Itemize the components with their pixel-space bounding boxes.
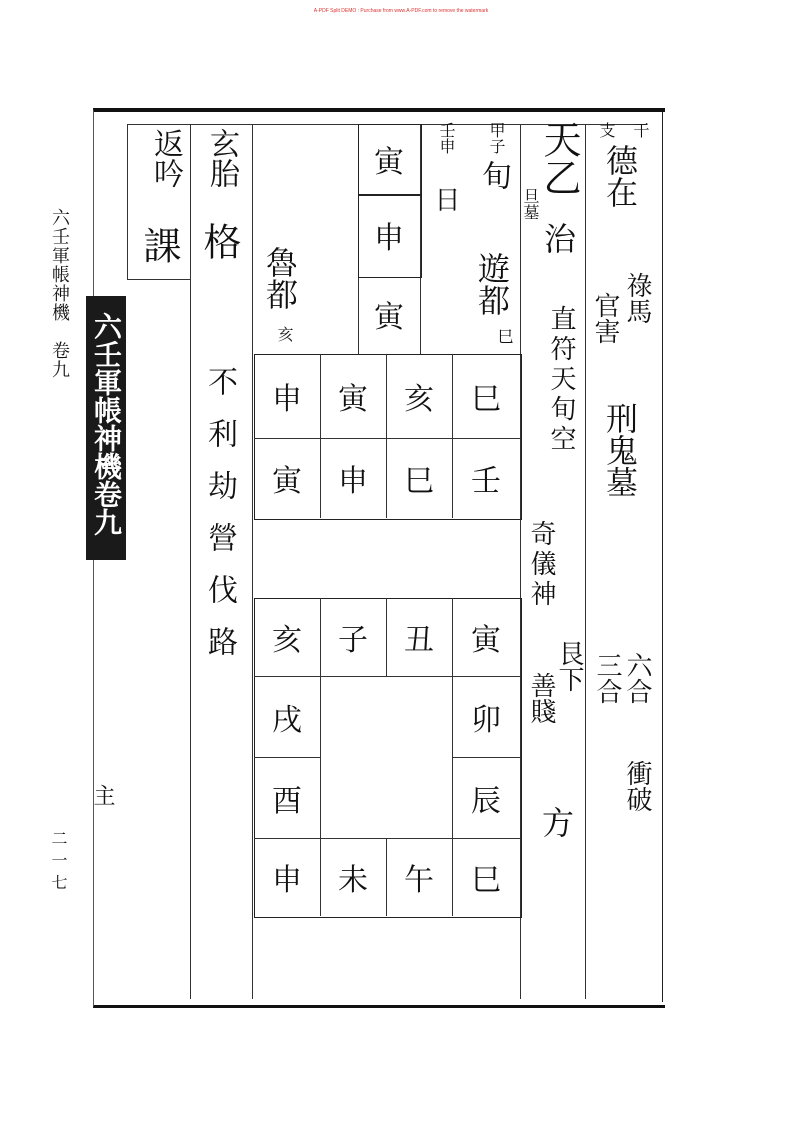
col1-tail3: 衝破 [622,760,652,812]
column-rule [252,124,253,999]
column-rule [127,124,128,279]
tianpan-cell: 戌 [272,702,302,738]
col4-ri: 日 [430,186,460,212]
col1-chars: 刑鬼墓 [601,402,639,498]
col5-cell: 申 [374,221,404,256]
col3-you: 遊都 [473,252,511,316]
ke-title1: 返吟 [148,128,183,188]
col1-tail2: 三合 [592,652,622,704]
ge-title1: 玄胎 [204,128,239,188]
sike-cell: 壬 [471,464,501,499]
col2-items3: 艮下 [554,640,584,692]
col1-sub2: 官害 [590,292,620,344]
col2-items4: 善賤 [526,672,556,724]
col3-xun: 旬 [476,160,511,190]
col4-renshen: 壬申 [437,122,456,154]
col1-big: 德在 [601,144,639,208]
tianpan-cell: 卯 [471,702,501,738]
col2-big: 天乙 [537,120,581,196]
watermark-text: A-PDF Split DEMO : Purchase from www.A-PDF.com to remove the watermark [313,8,489,14]
ge-title2: 格 [197,222,241,260]
tianpan-cell: 亥 [272,623,302,658]
col6-hai: 亥 [275,326,294,342]
spine-label: 六壬軍帳神機卷九 [90,312,123,536]
sike-cell: 亥 [404,382,434,417]
tianpan-cell: 丑 [404,623,434,658]
tianpan-cell: 寅 [471,623,501,658]
col1-small2: 支 [597,122,616,138]
ke-title2: 課 [137,226,181,264]
column-rule [585,124,586,999]
spine-foot-mark: 主 [90,784,115,806]
col1-sub: 祿馬 [622,272,652,324]
column-rule [190,124,191,999]
col6-lu: 魯都 [261,246,299,310]
tianpan-cell: 辰 [471,783,501,819]
tianpan-cell: 未 [338,863,368,898]
col2-verb: 治 [539,222,577,254]
tianpan-cell: 申 [272,863,302,898]
sike-cell: 巳 [471,382,501,417]
verdict-text: 不利劫營伐路 [202,366,237,678]
col1-small: 干 [631,122,650,138]
tianpan-cell: 子 [338,623,368,658]
col3-si: 巳 [495,328,514,344]
col3-jia: 甲子 [487,122,506,154]
row-rule [127,279,190,280]
sike-cell: 寅 [338,382,368,417]
col5-cell: 寅 [374,145,404,180]
col2-sub: 旦墓 [521,188,540,220]
sike-cell: 申 [272,382,302,417]
sike-cell: 寅 [272,464,302,499]
frame-right-rule [662,112,663,1002]
tianpan-cell: 巳 [471,863,501,898]
page-number: 二一七 [49,830,68,896]
col2-tail: 方 [537,806,575,838]
sike-cell: 巳 [404,464,434,499]
col2-items2: 奇儀神 [526,520,556,610]
col2-items: 直符天旬空 [546,305,576,455]
tianpan-cell: 酉 [272,783,302,819]
sike-cell: 申 [338,464,368,499]
tianpan-cell: 午 [404,863,434,898]
book-title-margin: 六壬軍帳神機 卷九 [49,208,70,379]
col5-cell: 寅 [374,300,404,335]
col1-tail1: 六合 [622,652,652,704]
